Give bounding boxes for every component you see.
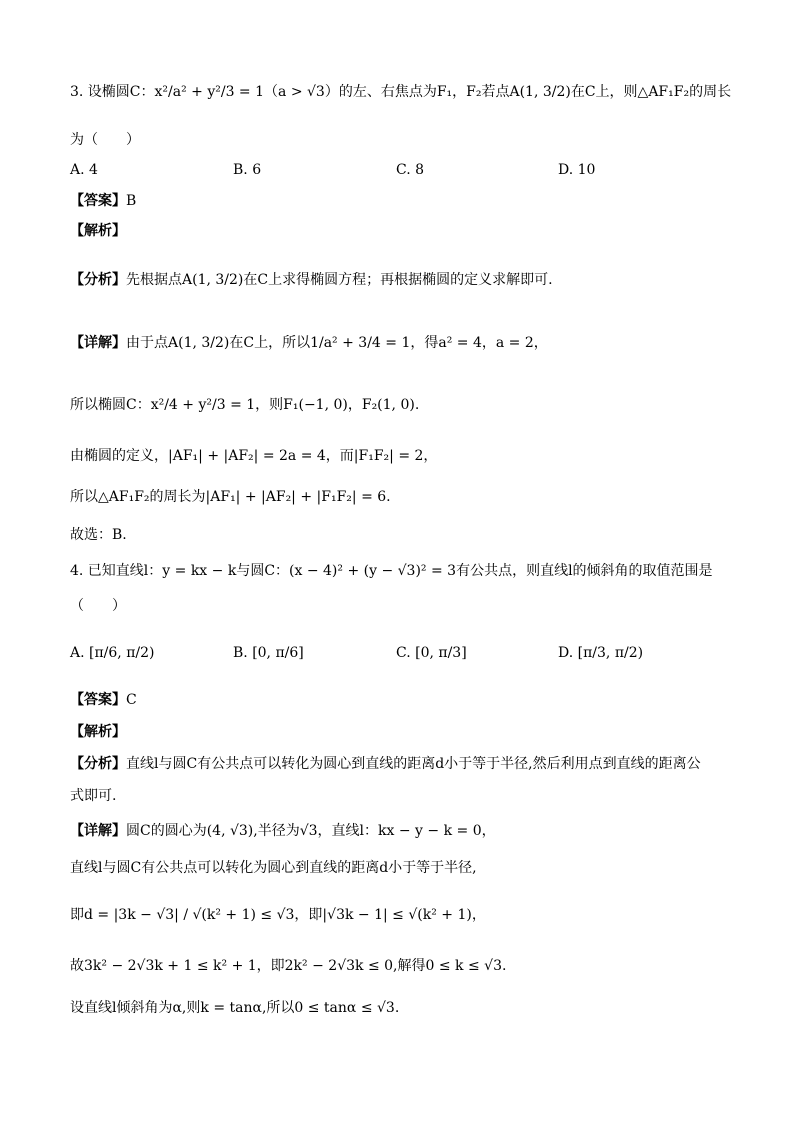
xiangjie-tag: 【详解】: [70, 823, 126, 839]
q4-question-line2: （ ）: [70, 598, 126, 614]
q3-option-c: C. 8: [396, 162, 425, 178]
q3-fenxi: [70, 270, 553, 290]
q3-xiangjie: [70, 333, 548, 353]
answer-tag: 【答案】: [70, 193, 126, 209]
q3-step2: 由椭圆的定义，|AF₁| + |AF₂| = 2a = 4，而|F₁F₂| = 2，: [70, 448, 438, 464]
q3-analysis-tag: 【解析】: [70, 223, 126, 239]
q4-analysis-tag: 【解析】: [70, 724, 126, 740]
q3-answer: [70, 191, 136, 211]
q3-option-d: D. 10: [558, 162, 596, 178]
q3-conclusion: 故选：B.: [70, 527, 127, 543]
fenxi-tag: 【分析】: [70, 272, 126, 288]
q4-option-b: B. [0, π/6]: [233, 645, 304, 661]
answer-tag: 【答案】: [70, 692, 126, 708]
xiangjie-text: 圆C的圆心为(4, √3),半径为√3，直线l：kx − y − k = 0，: [126, 823, 496, 839]
fenxi-text: 先根据点A(1, 3/2)在C上求得椭圆方程；再根据椭圆的定义求解即可.: [126, 272, 553, 288]
answer-value: B: [126, 193, 137, 209]
q4-option-a: A. [π/6, π/2): [70, 645, 155, 661]
fenxi-tag: 【分析】: [70, 756, 126, 772]
q4-xiangjie: [70, 821, 496, 841]
q4-step2: 即d = |3k − √3| / √(k² + 1) ≤ √3，即|√3k − 1| ≤ √(k² + 1)，: [70, 907, 486, 923]
xiangjie-tag: 【详解】: [70, 335, 126, 351]
q4-fenxi-line1: [70, 754, 701, 774]
q3-option-a: A. 4: [70, 162, 98, 178]
q4-step4: 设直线l倾斜角为α,则k = tanα,所以0 ≤ tanα ≤ √3.: [70, 1000, 400, 1016]
q3-step1: 所以椭圆C：x²/4 + y²/3 = 1，则F₁(−1, 0)，F₂(1, 0).: [70, 397, 420, 413]
q3-option-b: B. 6: [233, 162, 262, 178]
answer-value: C: [126, 692, 137, 708]
xiangjie-text: 由于点A(1, 3/2)在C上，所以1/a² + 3/4 = 1，得a² = 4，a = 2，: [126, 335, 548, 351]
q3-question-line1: 3. 设椭圆C：x²/a² + y²/3 = 1（a > √3）的左、右焦点为F₁，F₂若点A(1, 3/2)在C上，则△AF₁F₂的周长: [70, 84, 732, 100]
q3-step3: 所以△AF₁F₂的周长为|AF₁| + |AF₂| + |F₁F₂| = 6.: [70, 489, 391, 505]
q4-step1: 直线l与圆C有公共点可以转化为圆心到直线的距离d小于等于半径,: [70, 860, 477, 876]
q4-option-c: C. [0, π/3]: [396, 645, 467, 661]
q4-question-line1: 4. 已知直线l：y = kx − k与圆C：(x − 4)² + (y − √3)² = 3有公共点，则直线l的倾斜角的取值范围是: [70, 563, 713, 579]
q4-option-d: D. [π/3, π/2): [558, 645, 644, 661]
q4-step3: 故3k² − 2√3k + 1 ≤ k² + 1，即2k² − 2√3k ≤ 0,解得0 ≤ k ≤ √3.: [70, 958, 507, 974]
fenxi-text: 直线l与圆C有公共点可以转化为圆心到直线的距离d小于等于半径,然后利用点到直线的距离公: [126, 756, 701, 772]
q4-fenxi-line2: 式即可.: [70, 788, 117, 804]
q3-question-line2: 为（ ）: [70, 132, 140, 148]
q4-answer: [70, 690, 137, 710]
